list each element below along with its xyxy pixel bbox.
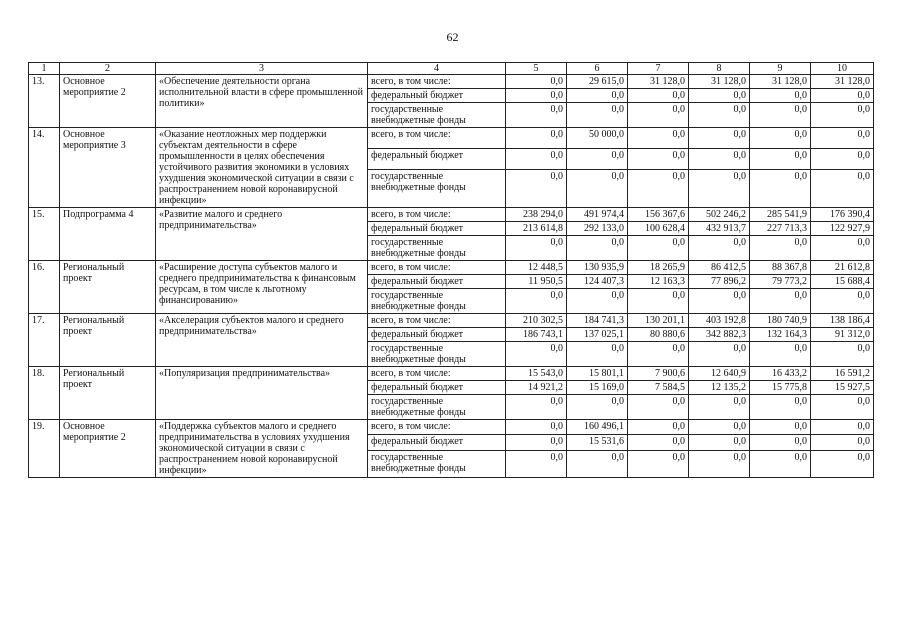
funding-source: всего, в том числе:	[368, 261, 506, 275]
row-number: 14.	[29, 128, 60, 208]
amount-cell: 0,0	[628, 170, 689, 208]
amount-cell: 0,0	[811, 103, 874, 128]
amount-cell: 0,0	[811, 420, 874, 435]
amount-cell: 160 496,1	[567, 420, 628, 435]
amount-cell: 130 935,9	[567, 261, 628, 275]
amount-cell: 0,0	[750, 289, 811, 314]
funding-source: всего, в том числе:	[368, 314, 506, 328]
amount-cell: 12 448,5	[506, 261, 567, 275]
amount-cell: 0,0	[750, 103, 811, 128]
event-name: «Оказание неотложных мер поддержки субъектам деятельности в сфере промышленности в целях обеспечения устойчивого развития экономики в условиях ухудшения экономической ситуации в связи с распространением новой коронавирусной инфекции»	[156, 128, 368, 208]
amount-cell: 100 628,4	[628, 222, 689, 236]
amount-cell: 0,0	[811, 149, 874, 170]
amount-cell: 0,0	[506, 149, 567, 170]
amount-cell: 0,0	[689, 103, 750, 128]
amount-cell: 0,0	[567, 170, 628, 208]
page-number: 62	[446, 30, 459, 44]
amount-cell: 16 591,2	[811, 367, 874, 381]
funding-source: государственные внебюджетные фонды	[368, 450, 506, 477]
amount-cell: 0,0	[811, 435, 874, 450]
amount-cell: 292 133,0	[567, 222, 628, 236]
amount-cell: 0,0	[811, 236, 874, 261]
column-header-4: 4	[368, 63, 506, 75]
column-header-1: 1	[29, 63, 60, 75]
amount-cell: 15 688,4	[811, 275, 874, 289]
table-row	[29, 261, 874, 275]
table-row	[29, 128, 874, 149]
amount-cell: 0,0	[689, 170, 750, 208]
amount-cell: 491 974,4	[567, 208, 628, 222]
funding-source: государственные внебюджетные фонды	[368, 289, 506, 314]
amount-cell: 0,0	[567, 450, 628, 477]
column-header-2: 2	[60, 63, 156, 75]
amount-cell: 14 921,2	[506, 381, 567, 395]
amount-cell: 0,0	[811, 450, 874, 477]
amount-cell: 15 531,6	[567, 435, 628, 450]
amount-cell: 31 128,0	[628, 75, 689, 89]
amount-cell: 0,0	[811, 89, 874, 103]
amount-cell: 0,0	[689, 435, 750, 450]
funding-source: государственные внебюджетные фонды	[368, 236, 506, 261]
amount-cell: 132 164,3	[750, 328, 811, 342]
amount-cell: 0,0	[689, 450, 750, 477]
amount-cell: 0,0	[750, 450, 811, 477]
amount-cell: 0,0	[750, 236, 811, 261]
amount-cell: 11 950,5	[506, 275, 567, 289]
funding-source: всего, в том числе:	[368, 420, 506, 435]
amount-cell: 285 541,9	[750, 208, 811, 222]
amount-cell: 15 801,1	[567, 367, 628, 381]
amount-cell: 0,0	[628, 289, 689, 314]
amount-cell: 0,0	[567, 342, 628, 367]
amount-cell: 0,0	[567, 289, 628, 314]
amount-cell: 15 927,5	[811, 381, 874, 395]
funding-source: всего, в том числе:	[368, 367, 506, 381]
table-row	[29, 75, 874, 89]
budget-table	[28, 62, 874, 478]
amount-cell: 210 302,5	[506, 314, 567, 328]
funding-source: федеральный бюджет	[368, 149, 506, 170]
row-number: 19.	[29, 420, 60, 478]
amount-cell: 0,0	[811, 395, 874, 420]
row-number: 18.	[29, 367, 60, 420]
amount-cell: 0,0	[689, 89, 750, 103]
amount-cell: 86 412,5	[689, 261, 750, 275]
event-type: Региональный проект	[60, 261, 156, 314]
event-type: Подпрограмма 4	[60, 208, 156, 261]
amount-cell: 0,0	[506, 450, 567, 477]
amount-cell: 0,0	[628, 89, 689, 103]
amount-cell: 7 900,6	[628, 367, 689, 381]
amount-cell: 0,0	[750, 149, 811, 170]
funding-source: федеральный бюджет	[368, 381, 506, 395]
amount-cell: 12 163,3	[628, 275, 689, 289]
amount-cell: 0,0	[750, 89, 811, 103]
amount-cell: 0,0	[811, 128, 874, 149]
amount-cell: 124 407,3	[567, 275, 628, 289]
amount-cell: 0,0	[628, 236, 689, 261]
row-number: 13.	[29, 75, 60, 128]
event-name: «Развитие малого и среднего предпринимательства»	[156, 208, 368, 261]
amount-cell: 88 367,8	[750, 261, 811, 275]
amount-cell: 130 201,1	[628, 314, 689, 328]
funding-source: государственные внебюджетные фонды	[368, 342, 506, 367]
amount-cell: 50 000,0	[567, 128, 628, 149]
amount-cell: 0,0	[689, 395, 750, 420]
column-header-5: 5	[506, 63, 567, 75]
header-row	[29, 63, 874, 75]
funding-source: государственные внебюджетные фонды	[368, 395, 506, 420]
column-header-9: 9	[750, 63, 811, 75]
amount-cell: 0,0	[689, 128, 750, 149]
amount-cell: 0,0	[750, 342, 811, 367]
column-header-8: 8	[689, 63, 750, 75]
amount-cell: 0,0	[567, 149, 628, 170]
funding-source: государственные внебюджетные фонды	[368, 103, 506, 128]
event-name: «Поддержка субъектов малого и среднего предпринимательства в условиях ухудшения экономической ситуации в связи с распространением новой коронавирусной инфекции»	[156, 420, 368, 478]
event-name: «Расширение доступа субъектов малого и среднего предпринимательства к финансовым ресурсам, в том числе к льготному финансированию»	[156, 261, 368, 314]
amount-cell: 7 584,5	[628, 381, 689, 395]
funding-source: федеральный бюджет	[368, 328, 506, 342]
amount-cell: 0,0	[567, 103, 628, 128]
amount-cell: 180 740,9	[750, 314, 811, 328]
row-number: 15.	[29, 208, 60, 261]
column-header-10: 10	[811, 63, 874, 75]
amount-cell: 0,0	[567, 395, 628, 420]
amount-cell: 0,0	[689, 289, 750, 314]
funding-source: федеральный бюджет	[368, 435, 506, 450]
amount-cell: 0,0	[628, 435, 689, 450]
event-name: «Обеспечение деятельности органа исполнительной власти в сфере промышленной политики»	[156, 75, 368, 128]
amount-cell: 15 543,0	[506, 367, 567, 381]
amount-cell: 15 775,8	[750, 381, 811, 395]
amount-cell: 0,0	[628, 420, 689, 435]
amount-cell: 0,0	[811, 170, 874, 208]
amount-cell: 227 713,3	[750, 222, 811, 236]
amount-cell: 79 773,2	[750, 275, 811, 289]
amount-cell: 0,0	[750, 128, 811, 149]
amount-cell: 80 880,6	[628, 328, 689, 342]
amount-cell: 0,0	[628, 450, 689, 477]
amount-cell: 0,0	[567, 236, 628, 261]
amount-cell: 0,0	[506, 128, 567, 149]
amount-cell: 342 882,3	[689, 328, 750, 342]
event-type: Региональный проект	[60, 314, 156, 367]
amount-cell: 0,0	[506, 236, 567, 261]
amount-cell: 184 741,3	[567, 314, 628, 328]
amount-cell: 122 927,9	[811, 222, 874, 236]
amount-cell: 0,0	[689, 420, 750, 435]
row-number: 16.	[29, 261, 60, 314]
amount-cell: 0,0	[689, 342, 750, 367]
amount-cell: 91 312,0	[811, 328, 874, 342]
amount-cell: 29 615,0	[567, 75, 628, 89]
amount-cell: 213 614,8	[506, 222, 567, 236]
column-header-3: 3	[156, 63, 368, 75]
amount-cell: 0,0	[506, 170, 567, 208]
column-header-6: 6	[567, 63, 628, 75]
funding-source: федеральный бюджет	[368, 275, 506, 289]
amount-cell: 432 913,7	[689, 222, 750, 236]
amount-cell: 0,0	[506, 435, 567, 450]
amount-cell: 0,0	[506, 420, 567, 435]
amount-cell: 0,0	[689, 236, 750, 261]
amount-cell: 31 128,0	[750, 75, 811, 89]
table-row	[29, 314, 874, 328]
amount-cell: 21 612,8	[811, 261, 874, 275]
amount-cell: 403 192,8	[689, 314, 750, 328]
event-type: Региональный проект	[60, 367, 156, 420]
amount-cell: 12 640,9	[689, 367, 750, 381]
amount-cell: 0,0	[628, 128, 689, 149]
amount-cell: 137 025,1	[567, 328, 628, 342]
funding-source: государственные внебюджетные фонды	[368, 170, 506, 208]
amount-cell: 0,0	[506, 75, 567, 89]
amount-cell: 77 896,2	[689, 275, 750, 289]
amount-cell: 138 186,4	[811, 314, 874, 328]
amount-cell: 18 265,9	[628, 261, 689, 275]
column-header-7: 7	[628, 63, 689, 75]
amount-cell: 0,0	[750, 170, 811, 208]
amount-cell: 31 128,0	[811, 75, 874, 89]
event-type: Основное мероприятие 2	[60, 420, 156, 478]
amount-cell: 502 246,2	[689, 208, 750, 222]
amount-cell: 0,0	[811, 342, 874, 367]
funding-source: федеральный бюджет	[368, 89, 506, 103]
event-type: Основное мероприятие 3	[60, 128, 156, 208]
funding-source: федеральный бюджет	[368, 222, 506, 236]
event-name: «Акселерация субъектов малого и среднего предпринимательства»	[156, 314, 368, 367]
amount-cell: 238 294,0	[506, 208, 567, 222]
amount-cell: 0,0	[506, 103, 567, 128]
amount-cell: 0,0	[506, 342, 567, 367]
amount-cell: 0,0	[567, 89, 628, 103]
amount-cell: 0,0	[628, 103, 689, 128]
amount-cell: 0,0	[750, 395, 811, 420]
amount-cell: 16 433,2	[750, 367, 811, 381]
funding-source: всего, в том числе:	[368, 75, 506, 89]
table-row	[29, 367, 874, 381]
table-body	[29, 75, 874, 478]
amount-cell: 186 743,1	[506, 328, 567, 342]
row-number: 17.	[29, 314, 60, 367]
amount-cell: 0,0	[506, 289, 567, 314]
table-row	[29, 208, 874, 222]
amount-cell: 0,0	[811, 289, 874, 314]
amount-cell: 0,0	[506, 395, 567, 420]
amount-cell: 0,0	[628, 395, 689, 420]
amount-cell: 12 135,2	[689, 381, 750, 395]
event-type: Основное мероприятие 2	[60, 75, 156, 128]
event-name: «Популяризация предпринимательства»	[156, 367, 368, 420]
amount-cell: 15 169,0	[567, 381, 628, 395]
amount-cell: 0,0	[689, 149, 750, 170]
funding-source: всего, в том числе:	[368, 128, 506, 149]
funding-source: всего, в том числе:	[368, 208, 506, 222]
amount-cell: 0,0	[628, 342, 689, 367]
amount-cell: 0,0	[750, 435, 811, 450]
amount-cell: 0,0	[628, 149, 689, 170]
amount-cell: 0,0	[750, 420, 811, 435]
table-row	[29, 420, 874, 435]
amount-cell: 31 128,0	[689, 75, 750, 89]
amount-cell: 156 367,6	[628, 208, 689, 222]
amount-cell: 0,0	[506, 89, 567, 103]
amount-cell: 176 390,4	[811, 208, 874, 222]
